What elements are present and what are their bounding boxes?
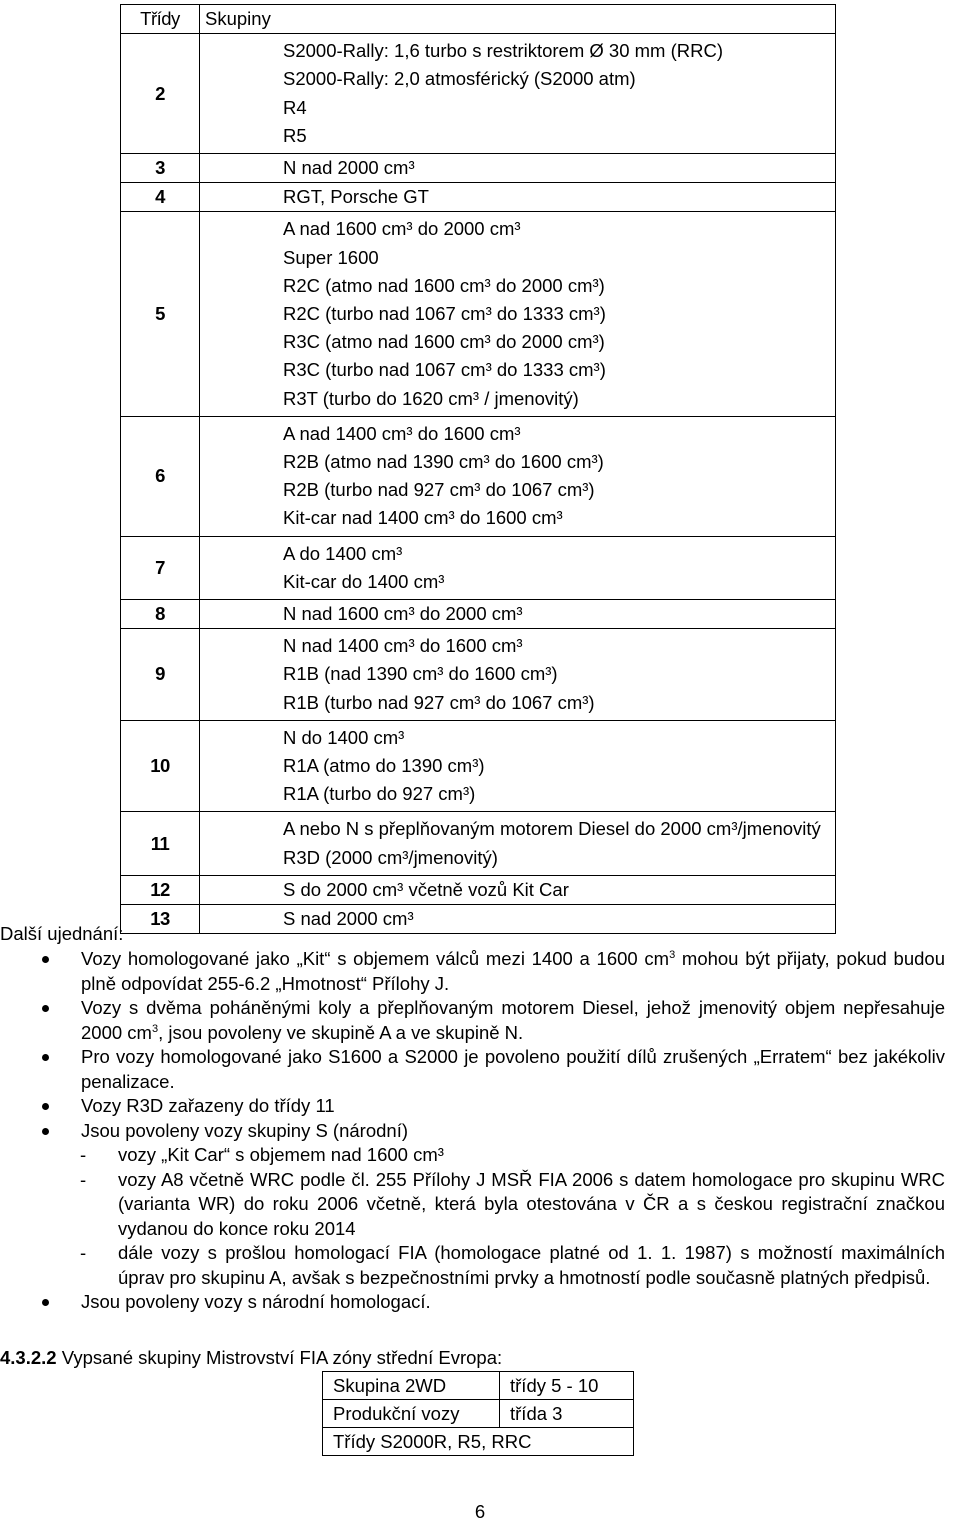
class-groups [200, 905, 836, 934]
dash-item [0, 1241, 945, 1290]
dash-text: dále vozy s prošlou homologací FIA (homologace platné od 1. 1. 1987) s možností maximálních úprav pro skupinu A, avšak s bezpečnostními prvky a hmotností podle současně platných předpisů. [118, 1242, 945, 1288]
bullet-icon [42, 1299, 49, 1306]
table-row [121, 34, 836, 154]
list-item [0, 1290, 945, 1315]
dash-icon: - [80, 1144, 87, 1165]
table-row [121, 212, 836, 416]
class-groups [200, 720, 836, 812]
table-row [121, 905, 836, 934]
table-row [121, 720, 836, 812]
bullet-text: , jsou povoleny ve skupině A a ve skupině N. [158, 1021, 524, 1043]
class-number: 9 [121, 629, 200, 721]
list-item [0, 1119, 945, 1291]
list-item [0, 947, 945, 996]
table-row [121, 183, 836, 212]
group-line: A nebo N s přeplňovaným motorem Diesel do 2000 cm³/jmenovitý [283, 818, 821, 840]
superscript: 3 [151, 1022, 159, 1035]
section-text: Vypsané skupiny Mistrovství FIA zóny střední Evropa: [56, 1347, 503, 1368]
class-number: 2 [121, 34, 200, 154]
group-line: N do 1400 cm³ [283, 726, 405, 748]
table-cell: Skupina 2WD [323, 1372, 500, 1400]
class-number: 5 [121, 212, 200, 416]
class-number: 8 [121, 600, 200, 629]
class-number: 12 [121, 875, 200, 904]
list-item [0, 1045, 945, 1094]
section-number: 4.3.2.2 [0, 1347, 57, 1368]
bullet-text: Jsou povoleny vozy skupiny S (národní) [81, 1119, 409, 1141]
table-row [121, 600, 836, 629]
group-line: R3C (turbo nad 1067 cm³ do 1333 cm³) [283, 359, 606, 381]
table-header-row [121, 5, 836, 34]
class-groups [200, 812, 836, 875]
bullet-text: Vozy R3D zařazeny do třídy 11 [81, 1095, 335, 1116]
group-line: R1A (atmo do 1390 cm³) [283, 755, 485, 777]
bullet-icon [42, 1103, 49, 1110]
dash-icon: - [80, 1168, 87, 1190]
class-number: 11 [121, 812, 200, 875]
list-item [0, 1094, 945, 1119]
table-row [121, 154, 836, 183]
additional-list [0, 947, 945, 1315]
bullet-icon [42, 1128, 49, 1135]
group-line: S nad 2000 cm³ [283, 908, 414, 930]
dash-text: vozy „Kit Car“ s objemem nad 1600 cm³ [118, 1144, 444, 1165]
class-groups [200, 875, 836, 904]
dash-list [81, 1143, 945, 1290]
class-number: 13 [121, 905, 200, 934]
class-number: 4 [121, 183, 200, 212]
group-line: R2B (atmo nad 1390 cm³ do 1600 cm³) [283, 451, 604, 473]
group-line: A nad 1400 cm³ do 1600 cm³ [283, 422, 521, 444]
group-line: R3C (atmo nad 1600 cm³ do 2000 cm³) [283, 331, 605, 353]
class-number: 10 [121, 720, 200, 812]
class-groups [200, 600, 836, 629]
group-line: S2000-Rally: 2,0 atmosférický (S2000 atm) [283, 68, 636, 90]
group-line: Super 1600 [283, 246, 379, 268]
group-line: RGT, Porsche GT [283, 186, 429, 208]
group-line: R1A (turbo do 927 cm³) [283, 783, 476, 805]
group-line: N nad 1400 cm³ do 1600 cm³ [283, 635, 523, 657]
group-line: R1B (turbo nad 927 cm³ do 1067 cm³) [283, 691, 595, 713]
bullet-text: Pro vozy homologované jako S1600 a S2000 je povoleno použití dílů zrušených „Erratem“ bez jakékoliv penalizace. [81, 1046, 945, 1092]
class-groups [200, 34, 836, 154]
section-heading [0, 1345, 502, 1371]
group-line: Kit-car nad 1400 cm³ do 1600 cm³ [283, 507, 563, 529]
superscript: 3 [669, 949, 676, 961]
table-cell: Produkční vozy [323, 1400, 500, 1428]
group-line: S do 2000 cm³ včetně vozů Kit Car [283, 878, 569, 900]
class-groups [200, 183, 836, 212]
dash-icon: - [80, 1242, 87, 1263]
table-row [121, 416, 836, 536]
class-number: 3 [121, 154, 200, 183]
group-line: S2000-Rally: 1,6 turbo s restriktorem Ø 30 mm (RRC) [283, 40, 724, 62]
group-line: Kit-car do 1400 cm³ [283, 570, 445, 592]
header-classes: Třídy [121, 5, 200, 34]
header-groups: Skupiny [200, 5, 836, 34]
group-line: R3D (2000 cm³/jmenovitý) [283, 846, 498, 868]
table-row [323, 1400, 634, 1428]
page-number: 6 [474, 1501, 486, 1522]
table-cell: Třídy S2000R, R5, RRC [323, 1428, 634, 1456]
group-line: R5 [283, 124, 307, 146]
table-cell: třídy 5 - 10 [500, 1372, 634, 1400]
bullet-text: Vozy s dvěma poháněnými koly a přeplňovaným motorem Diesel, jehož jmenovitý objem nepřesahuje 2000 cm [81, 997, 945, 1043]
table-row [121, 629, 836, 721]
dash-item [0, 1143, 945, 1168]
list-item [0, 996, 945, 1045]
dash-item [0, 1168, 945, 1242]
class-groups [200, 536, 836, 599]
table-cell: třída 3 [500, 1400, 634, 1428]
class-groups [200, 629, 836, 721]
bullet-icon [42, 1054, 49, 1061]
class-groups [200, 212, 836, 416]
group-line: A do 1400 cm³ [283, 542, 403, 564]
table-row [121, 875, 836, 904]
group-line: R2C (atmo nad 1600 cm³ do 2000 cm³) [283, 274, 605, 296]
bullet-text: mohou být přijaty, pokud budou plně odpovídat 255-6.2 „Hmotnost“ Přílohy J. [81, 948, 945, 994]
group-line: R3T (turbo do 1620 cm³ / jmenovitý) [283, 387, 579, 409]
table-row [323, 1372, 634, 1400]
group-line: R2C (turbo nad 1067 cm³ do 1333 cm³) [283, 303, 606, 325]
class-groups [200, 416, 836, 536]
group-line: N nad 1600 cm³ do 2000 cm³ [283, 603, 523, 625]
group-line: N nad 2000 cm³ [283, 157, 415, 179]
table-row [121, 536, 836, 599]
table-row [323, 1428, 634, 1456]
fia-groups-table [322, 1371, 634, 1456]
class-number: 7 [121, 536, 200, 599]
group-line: R4 [283, 96, 307, 118]
bullet-icon [42, 956, 49, 963]
bullet-text: Jsou povoleny vozy s národní homologací. [81, 1291, 431, 1312]
classes-table [120, 4, 836, 934]
bullet-icon [42, 1005, 49, 1012]
dash-text: vozy A8 včetně WRC podle čl. 255 Přílohy J MSŘ FIA 2006 s datem homologace pro skupinu WRC (varianta WR) do roku 2006 včetně, která byla otestována v ČR a s českou registrační značkou vydanou do konce roku 2014 [118, 1168, 945, 1239]
class-number: 6 [121, 416, 200, 536]
bullet-text: Vozy homologované jako „Kit“ s objemem válců mezi 1400 a 1600 cm [81, 948, 670, 969]
additional-title: Další ujednání: [0, 923, 124, 944]
class-groups [200, 154, 836, 183]
group-line: R1B (nad 1390 cm³ do 1600 cm³) [283, 663, 558, 685]
group-line: A nad 1600 cm³ do 2000 cm³ [283, 218, 521, 240]
table-row [121, 812, 836, 875]
group-line: R2B (turbo nad 927 cm³ do 1067 cm³) [283, 479, 595, 501]
